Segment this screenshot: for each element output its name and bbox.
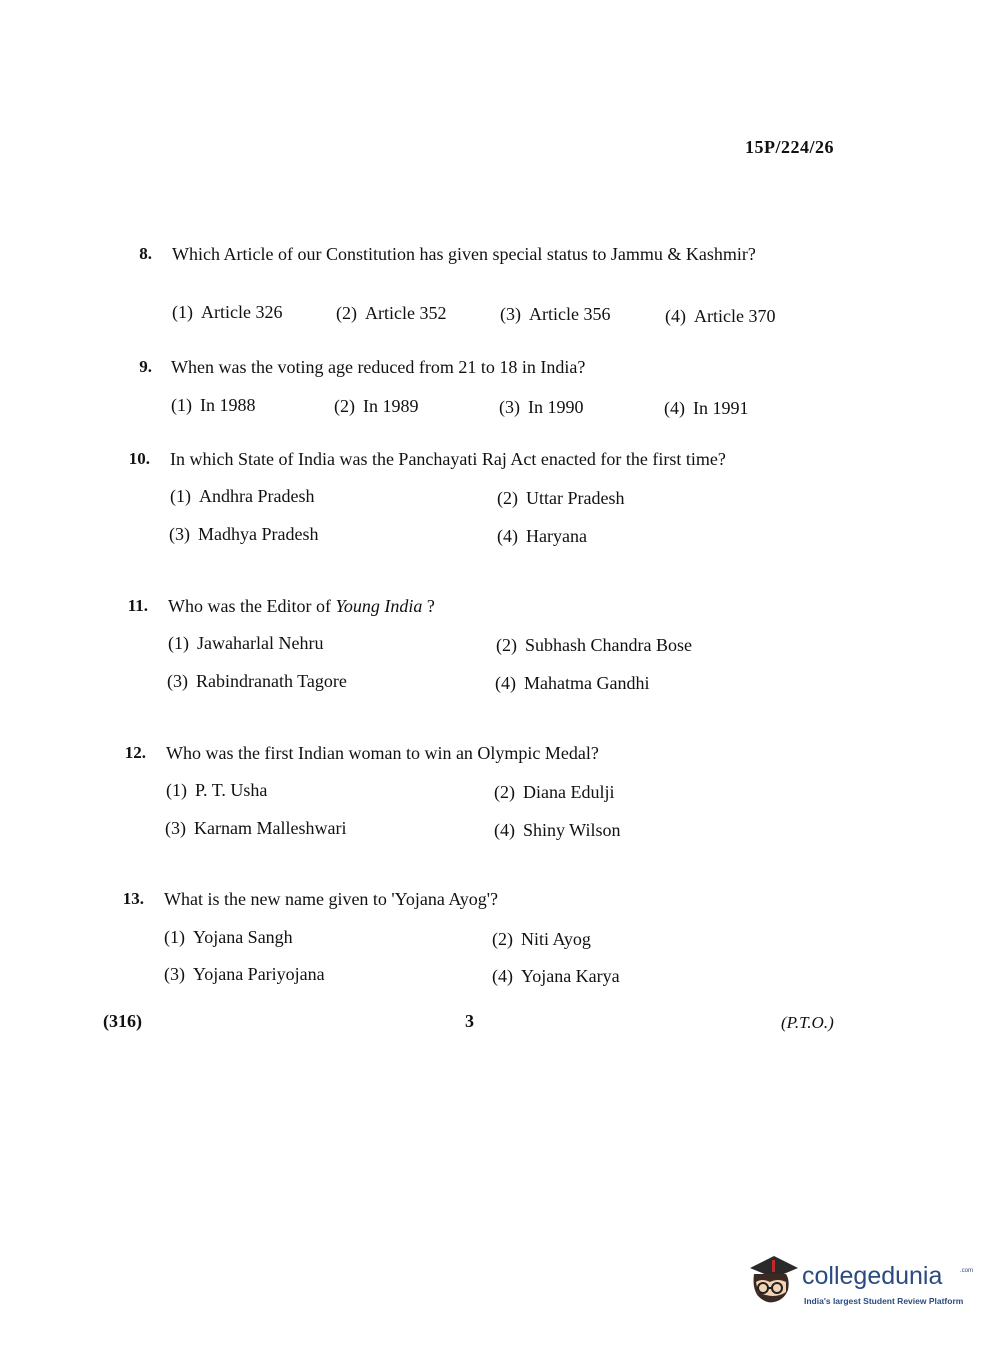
option: (2) In 1989 <box>334 396 419 416</box>
option: (4) Article 370 <box>665 306 776 326</box>
option: (4) In 1991 <box>664 398 749 418</box>
option: (4) Shiny Wilson <box>494 820 621 840</box>
question-number: 8. <box>139 244 152 263</box>
question-text: What is the new name given to 'Yojana Ayog'? <box>164 889 498 909</box>
question-text: Who was the first Indian woman to win an Olympic Medal? <box>166 743 599 763</box>
option: (3) Rabindranath Tagore <box>167 671 347 691</box>
option: (1) Jawaharlal Nehru <box>168 633 324 653</box>
option: (3) Yojana Pariyojana <box>164 964 325 984</box>
question-number: 13. <box>122 889 144 908</box>
option: (3) Article 356 <box>500 304 611 324</box>
option: (2) Subhash Chandra Bose <box>496 635 692 655</box>
option: (3) Karnam Malleshwari <box>165 818 347 838</box>
question-text: In which State of India was the Panchayati Raj Act enacted for the first time? <box>170 449 726 469</box>
question-number: 12. <box>124 743 146 762</box>
question-number: 9. <box>139 357 152 376</box>
option: (1) In 1988 <box>171 395 256 415</box>
option: (2) Article 352 <box>336 303 447 323</box>
option: (1) P. T. Usha <box>166 780 268 800</box>
page-number: 3 <box>465 1011 474 1031</box>
option: (1) Andhra Pradesh <box>170 486 315 506</box>
option: (3) In 1990 <box>499 397 584 417</box>
option: (4) Mahatma Gandhi <box>495 673 650 693</box>
option: (4) Yojana Karya <box>492 966 620 986</box>
option: (1) Yojana Sangh <box>164 927 293 947</box>
question-number: 11. <box>127 596 148 615</box>
option: (2) Niti Ayog <box>492 929 591 949</box>
logo-wordmark: collegedunia <box>802 1262 943 1290</box>
footer-code: (316) <box>103 1011 142 1031</box>
option: (1) Article 326 <box>172 302 283 322</box>
question-text: Which Article of our Constitution has given special status to Jammu & Kashmir? <box>172 244 756 264</box>
option: (2) Uttar Pradesh <box>497 488 625 508</box>
question-text: Who was the Editor of Young India ? <box>168 596 435 616</box>
option: (4) Haryana <box>497 526 587 546</box>
question-text: When was the voting age reduced from 21 to 18 in India? <box>171 357 586 377</box>
pto-label: (P.T.O.) <box>781 1013 834 1032</box>
graduate-mascot-icon <box>744 1252 800 1312</box>
question-number: 10. <box>128 449 150 468</box>
logo-domain-suffix: .com <box>960 1268 974 1274</box>
collegedunia-watermark <box>744 1252 974 1312</box>
option: (3) Madhya Pradesh <box>169 524 319 544</box>
paper-code: 15P/224/26 <box>745 137 834 157</box>
option: (2) Diana Edulji <box>494 782 615 802</box>
logo-tagline: India's largest Student Review Platform <box>804 1296 964 1306</box>
